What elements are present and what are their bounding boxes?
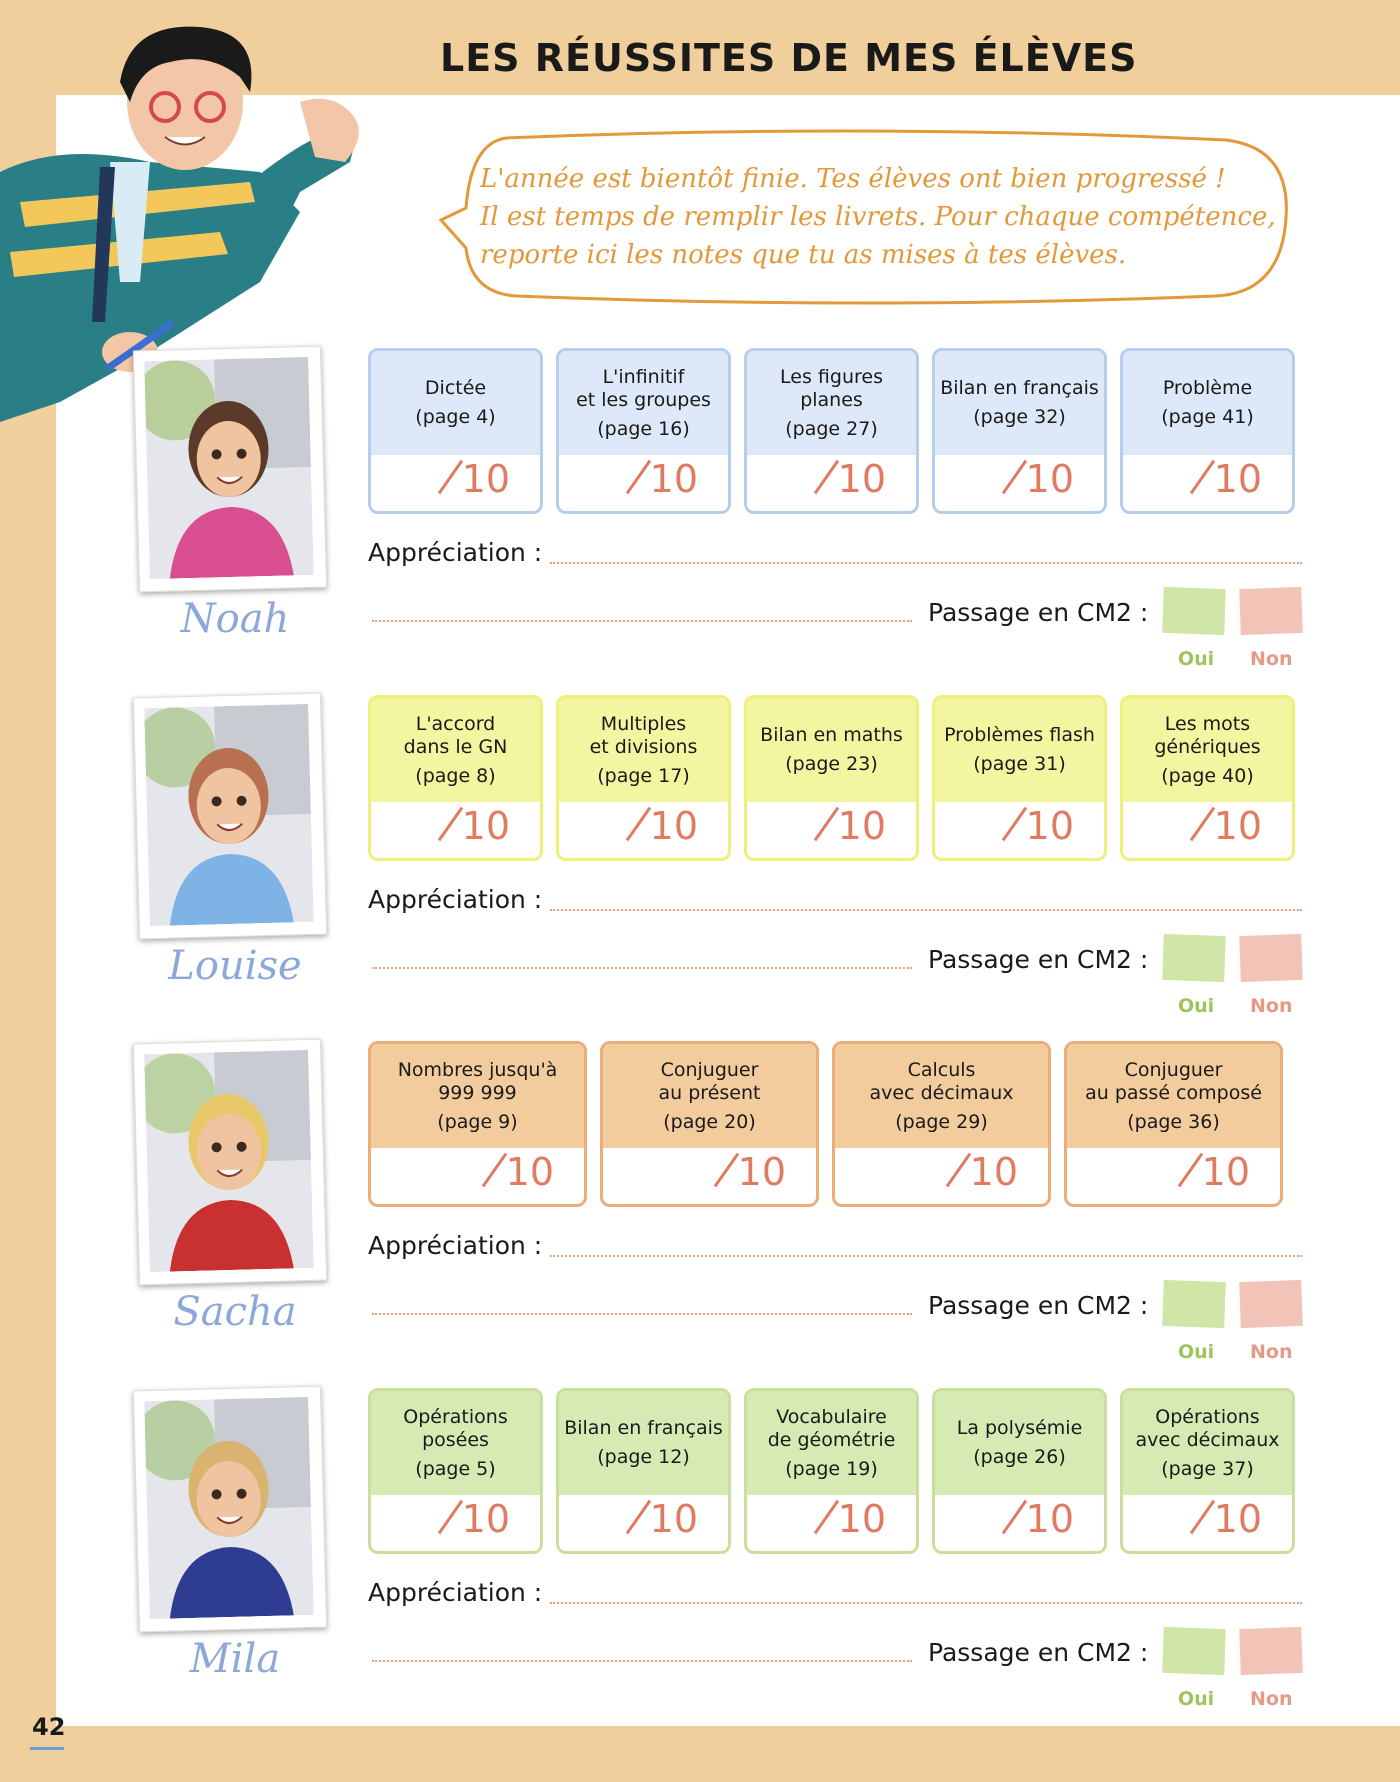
skill-card	[368, 1041, 587, 1207]
skill-title: Bilan en français	[564, 1417, 723, 1439]
skill-cards	[368, 348, 1308, 518]
skill-card-header	[559, 698, 728, 802]
appreciation-label: Appréciation :	[368, 1578, 543, 1607]
student-name: Sacha	[173, 1289, 297, 1335]
score-slash	[438, 807, 463, 841]
skill-page-ref: (page 16)	[597, 417, 690, 440]
skill-page-ref: (page 20)	[663, 1110, 756, 1133]
non-label: Non	[1250, 1341, 1293, 1363]
oui-checkbox[interactable]	[1162, 587, 1226, 635]
skill-card	[1120, 695, 1295, 861]
oui-label: Oui	[1178, 1688, 1215, 1710]
skill-card	[932, 348, 1107, 514]
skill-card	[1064, 1041, 1283, 1207]
non-checkbox[interactable]	[1239, 1627, 1303, 1675]
bottom-decor-band	[0, 1726, 1400, 1782]
skill-page-ref: (page 37)	[1161, 1457, 1254, 1480]
appreciation-input-line[interactable]	[550, 1255, 1302, 1257]
score-field[interactable]: 10	[505, 1150, 554, 1194]
skill-card	[600, 1041, 819, 1207]
skill-card	[368, 1388, 543, 1554]
student-section	[0, 1388, 1400, 1718]
appreciation-label: Appréciation :	[368, 1231, 543, 1260]
page-title: LES RÉUSSITES DE MES ÉLÈVES	[440, 36, 1138, 80]
skill-card-header	[371, 1044, 584, 1148]
passage-cm2-label: Passage en CM2 :	[928, 1638, 1149, 1667]
skill-card-header	[1123, 1391, 1292, 1495]
skill-card	[744, 1388, 919, 1554]
skill-title: Calculs avec décimaux	[869, 1058, 1014, 1104]
skill-title: Problème	[1162, 377, 1253, 399]
skill-card-header	[935, 1391, 1104, 1495]
skill-title: Conjuguer au passé composé	[1085, 1058, 1262, 1104]
score-field[interactable]: 10	[649, 457, 698, 501]
appreciation-input-line[interactable]	[550, 562, 1302, 564]
skill-title: Bilan en français	[940, 377, 1099, 399]
score-field[interactable]: 10	[461, 1497, 510, 1541]
page-number-underline	[30, 1747, 64, 1750]
score-slash	[1190, 1500, 1215, 1534]
skill-card	[368, 695, 543, 861]
skill-page-ref: (page 9)	[437, 1110, 518, 1133]
score-field[interactable]: 10	[737, 1150, 786, 1194]
score-slash	[714, 1153, 739, 1187]
skill-card	[744, 348, 919, 514]
skill-title: Les mots génériques	[1154, 712, 1261, 758]
student-section	[0, 1041, 1400, 1371]
speech-line-1: L'année est bientôt finie. Tes élèves ont bien progressé !	[480, 164, 1226, 194]
score-field[interactable]: 10	[461, 457, 510, 501]
score-field[interactable]: 10	[1213, 1497, 1262, 1541]
score-slash	[626, 807, 651, 841]
skill-card	[1120, 1388, 1295, 1554]
skill-page-ref: (page 29)	[895, 1110, 988, 1133]
skill-card	[744, 695, 919, 861]
oui-label: Oui	[1178, 1341, 1215, 1363]
skill-card-header	[371, 698, 540, 802]
student-section	[0, 348, 1400, 678]
appreciation-input-line[interactable]	[550, 909, 1302, 911]
skill-title: Conjuguer au présent	[658, 1058, 761, 1104]
passage-cm2-label: Passage en CM2 :	[928, 598, 1149, 627]
skill-page-ref: (page 27)	[785, 417, 878, 440]
skill-page-ref: (page 32)	[973, 406, 1066, 428]
oui-checkbox[interactable]	[1162, 1280, 1226, 1328]
skill-title: Opérations avec décimaux	[1135, 1405, 1280, 1451]
score-field[interactable]: 10	[1025, 804, 1074, 848]
skill-card	[932, 695, 1107, 861]
skill-title: Multiples et divisions	[589, 712, 698, 758]
speech-line-3: reporte ici les notes que tu as mises à tes élèves.	[480, 240, 1127, 270]
score-slash	[1190, 460, 1215, 494]
score-slash	[814, 460, 839, 494]
non-label: Non	[1250, 648, 1293, 670]
skill-page-ref: (page 40)	[1161, 764, 1254, 787]
oui-checkbox[interactable]	[1162, 934, 1226, 982]
score-slash	[482, 1153, 507, 1187]
score-slash	[626, 1500, 651, 1534]
skill-page-ref: (page 4)	[415, 406, 496, 428]
student-name: Mila	[189, 1636, 281, 1682]
appreciation-input-line-2[interactable]	[372, 967, 912, 969]
score-field[interactable]: 10	[837, 1497, 886, 1541]
skill-page-ref: (page 19)	[785, 1457, 878, 1480]
non-checkbox[interactable]	[1239, 587, 1303, 635]
skill-card	[832, 1041, 1051, 1207]
skill-card-header	[371, 351, 540, 455]
skill-card-header	[935, 698, 1104, 802]
score-field[interactable]: 10	[837, 804, 886, 848]
skill-card	[556, 695, 731, 861]
skill-card-header	[1123, 351, 1292, 455]
score-field[interactable]: 10	[1025, 457, 1074, 501]
appreciation-label: Appréciation :	[368, 538, 543, 567]
skill-card-header	[371, 1391, 540, 1495]
score-field[interactable]: 10	[461, 804, 510, 848]
skill-cards	[368, 1041, 1308, 1211]
skill-page-ref: (page 23)	[785, 753, 878, 775]
score-slash	[1002, 460, 1027, 494]
score-field[interactable]: 10	[1025, 1497, 1074, 1541]
skill-title: Problèmes flash	[944, 724, 1095, 746]
skill-card	[556, 348, 731, 514]
score-slash	[1002, 807, 1027, 841]
skill-page-ref: (page 17)	[597, 764, 690, 787]
skill-card-header	[747, 1391, 916, 1495]
score-field[interactable]: 10	[649, 1497, 698, 1541]
oui-label: Oui	[1178, 995, 1215, 1017]
skill-title: Bilan en maths	[760, 724, 903, 746]
page-number: 42	[32, 1713, 66, 1741]
appreciation-label: Appréciation :	[368, 885, 543, 914]
non-checkbox[interactable]	[1239, 1280, 1303, 1328]
skill-page-ref: (page 26)	[973, 1446, 1066, 1468]
skill-card-header	[559, 351, 728, 455]
skill-card-header	[747, 351, 916, 455]
skill-page-ref: (page 36)	[1127, 1110, 1220, 1133]
skill-title: Dictée	[424, 377, 487, 399]
skill-page-ref: (page 41)	[1161, 406, 1254, 428]
score-slash	[438, 1500, 463, 1534]
skill-page-ref: (page 12)	[597, 1446, 690, 1468]
score-field[interactable]: 10	[1201, 1150, 1250, 1194]
score-slash	[1190, 807, 1215, 841]
skill-title: Opérations posées	[403, 1405, 508, 1451]
passage-cm2-label: Passage en CM2 :	[928, 945, 1149, 974]
skill-card-header	[1067, 1044, 1280, 1148]
passage-cm2-label: Passage en CM2 :	[928, 1291, 1149, 1320]
score-slash	[814, 807, 839, 841]
speech-bubble-text	[480, 160, 1280, 274]
score-field[interactable]: 10	[969, 1150, 1018, 1194]
skill-cards	[368, 1388, 1308, 1558]
appreciation-input-line[interactable]	[550, 1602, 1302, 1604]
score-field[interactable]: 10	[1213, 804, 1262, 848]
skill-title: Vocabulaire de géométrie	[767, 1405, 896, 1451]
score-slash	[1002, 1500, 1027, 1534]
skill-card	[932, 1388, 1107, 1554]
score-slash	[626, 460, 651, 494]
non-label: Non	[1250, 995, 1293, 1017]
skill-page-ref: (page 5)	[415, 1457, 496, 1480]
appreciation-input-line-2[interactable]	[372, 1660, 912, 1662]
skill-title: L'accord dans le GN	[403, 712, 508, 758]
skill-title: Nombres jusqu'à 999 999	[397, 1058, 558, 1104]
appreciation-input-line-2[interactable]	[372, 1313, 912, 1315]
skill-card	[556, 1388, 731, 1554]
student-section	[0, 695, 1400, 1025]
score-field[interactable]: 10	[1213, 457, 1262, 501]
student-photo	[133, 1039, 327, 1286]
skill-cards	[368, 695, 1308, 865]
score-field[interactable]: 10	[649, 804, 698, 848]
student-photo	[133, 1386, 327, 1633]
score-slash	[814, 1500, 839, 1534]
score-slash	[946, 1153, 971, 1187]
non-label: Non	[1250, 1688, 1293, 1710]
oui-checkbox[interactable]	[1162, 1627, 1226, 1675]
skill-title: La polysémie	[956, 1417, 1083, 1439]
skill-title: L'infinitif et les groupes	[576, 365, 711, 411]
student-photo	[133, 346, 327, 593]
skill-card-header	[603, 1044, 816, 1148]
skill-page-ref: (page 31)	[973, 753, 1066, 775]
appreciation-input-line-2[interactable]	[372, 620, 912, 622]
score-slash	[438, 460, 463, 494]
score-slash	[1178, 1153, 1203, 1187]
skill-card	[368, 348, 543, 514]
student-photo	[133, 693, 327, 940]
student-name: Louise	[168, 943, 302, 989]
non-checkbox[interactable]	[1239, 934, 1303, 982]
skill-card-header	[559, 1391, 728, 1495]
skill-page-ref: (page 8)	[415, 764, 496, 787]
skill-card-header	[935, 351, 1104, 455]
skill-card	[1120, 348, 1295, 514]
student-name: Noah	[180, 596, 290, 642]
skill-title: Les figures planes	[780, 365, 883, 411]
skill-card-header	[747, 698, 916, 802]
score-field[interactable]: 10	[837, 457, 886, 501]
skill-card-header	[835, 1044, 1048, 1148]
oui-label: Oui	[1178, 648, 1215, 670]
speech-line-2: Il est temps de remplir les livrets. Pour chaque compétence,	[480, 202, 1276, 232]
skill-card-header	[1123, 698, 1292, 802]
